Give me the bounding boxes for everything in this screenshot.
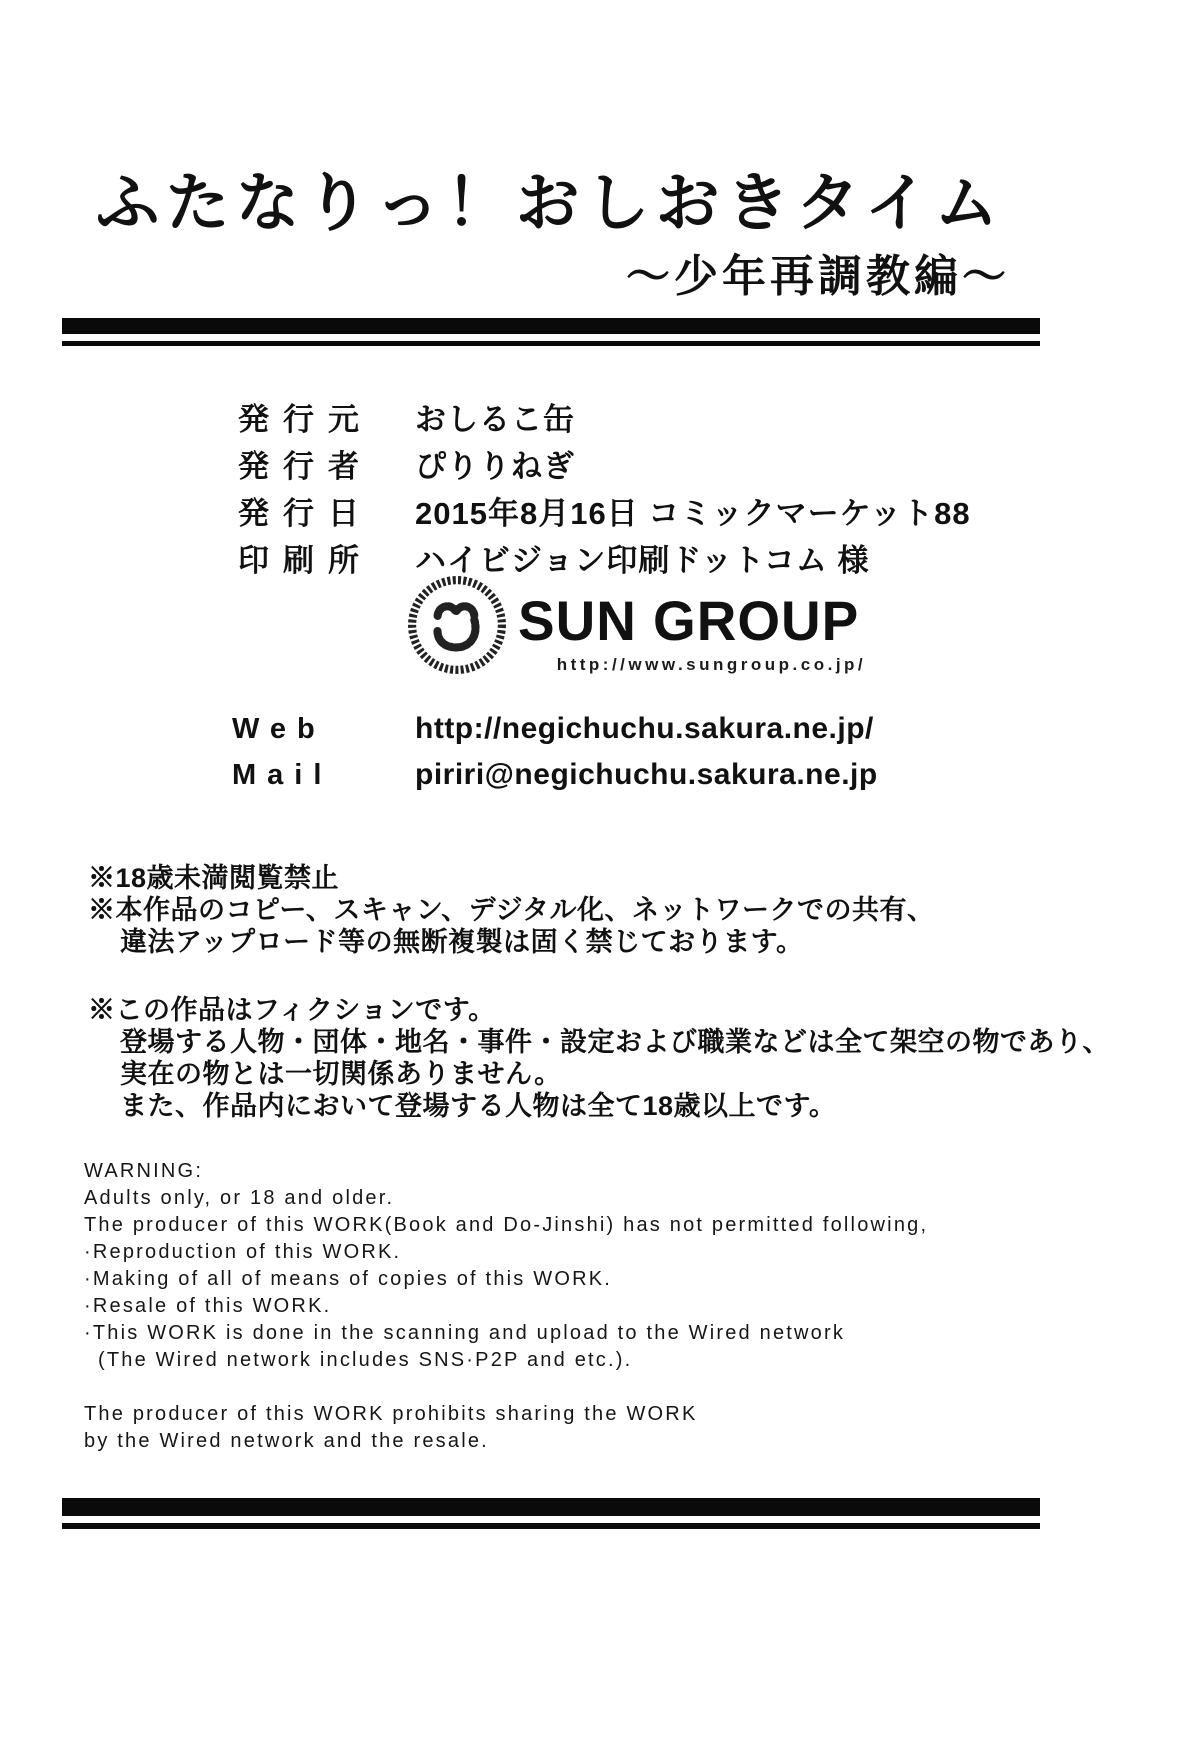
bottom-double-rule xyxy=(62,1498,1040,1529)
contact-row xyxy=(232,712,874,746)
rule-thick xyxy=(62,1498,1040,1516)
warning-line: ·This WORK is done in the scanning and upload to the Wired network xyxy=(84,1322,846,1344)
warning-line: The producer of this WORK(Book and Do-Jinshi) has not permitted following, xyxy=(84,1214,929,1236)
notice-line: 登場する人物・団体・地名・事件・設定および職業などは全て架空の物であり、 xyxy=(120,1027,1110,1057)
printer-logo xyxy=(406,574,866,676)
printer-name: SUN GROUP xyxy=(518,589,860,652)
warning-line: ·Resale of this WORK. xyxy=(84,1295,332,1317)
colophon-row xyxy=(238,441,575,486)
notice-line: ※この作品はフィクションです。 xyxy=(88,995,496,1025)
colophon-label: 発行日 xyxy=(238,496,373,531)
colophon-value: おしるこ缶 xyxy=(415,402,575,437)
contact-value: piriri@negichuchu.sakura.ne.jp xyxy=(415,758,878,791)
warning-line: ·Making of all of means of copies of this WORK. xyxy=(84,1268,613,1290)
page-subtitle: ～少年再調教編～ xyxy=(626,252,1010,301)
colophon-row xyxy=(238,488,971,533)
notice-line: ※本作品のコピー、スキャン、デジタル化、ネットワークでの共有、 xyxy=(88,895,935,925)
notice-block-copy-prohibition xyxy=(88,862,935,958)
colophon-label: 発行元 xyxy=(238,402,373,437)
contact-row xyxy=(232,758,878,792)
notice-line: 違法アップロード等の無断複製は固く禁じております。 xyxy=(120,927,804,957)
warning-line: ·Reproduction of this WORK. xyxy=(84,1241,402,1263)
warning-line: by the Wired network and the resale. xyxy=(84,1430,489,1452)
notice-line: 実在の物とは一切関係ありません。 xyxy=(120,1059,562,1089)
colophon-value: 2015年8月16日 コミックマーケット88 xyxy=(415,496,971,531)
warning-line: Adults only, or 18 and older. xyxy=(84,1187,395,1209)
warning-line: (The Wired network includes SNS·P2P and etc.). xyxy=(98,1349,633,1371)
colophon-row xyxy=(238,394,575,439)
sun-group-ring-monogram-icon xyxy=(406,574,508,676)
contact-value: http://negichuchu.sakura.ne.jp/ xyxy=(415,712,874,745)
top-double-rule xyxy=(62,318,1040,346)
printer-url: http://www.sungroup.co.jp/ xyxy=(556,655,867,674)
colophon-label: 印刷所 xyxy=(238,543,373,578)
notice-block-fiction-disclaimer xyxy=(88,994,1110,1122)
colophon-label: 発行者 xyxy=(238,449,373,484)
contact-label: Mail xyxy=(232,759,333,791)
page-title: ふたなりっ！おしおきタイム xyxy=(95,167,1005,239)
colophon-value: ぴりりねぎ xyxy=(415,449,575,484)
warning-line: WARNING: xyxy=(84,1160,204,1182)
warning-block-english xyxy=(84,1158,928,1455)
rule-thick xyxy=(62,318,1040,334)
notice-line: また、作品内において登場する人物は全て18歳以上です。 xyxy=(120,1091,837,1121)
rule-thin xyxy=(62,1523,1040,1529)
contact-label: Web xyxy=(232,713,326,745)
warning-line: The producer of this WORK prohibits sharing the WORK xyxy=(84,1403,698,1425)
rule-thin xyxy=(62,341,1040,346)
notice-line: ※18歳未満閲覧禁止 xyxy=(88,863,340,893)
colophon-value: ハイビジョン印刷ドットコム 様 xyxy=(415,543,870,578)
